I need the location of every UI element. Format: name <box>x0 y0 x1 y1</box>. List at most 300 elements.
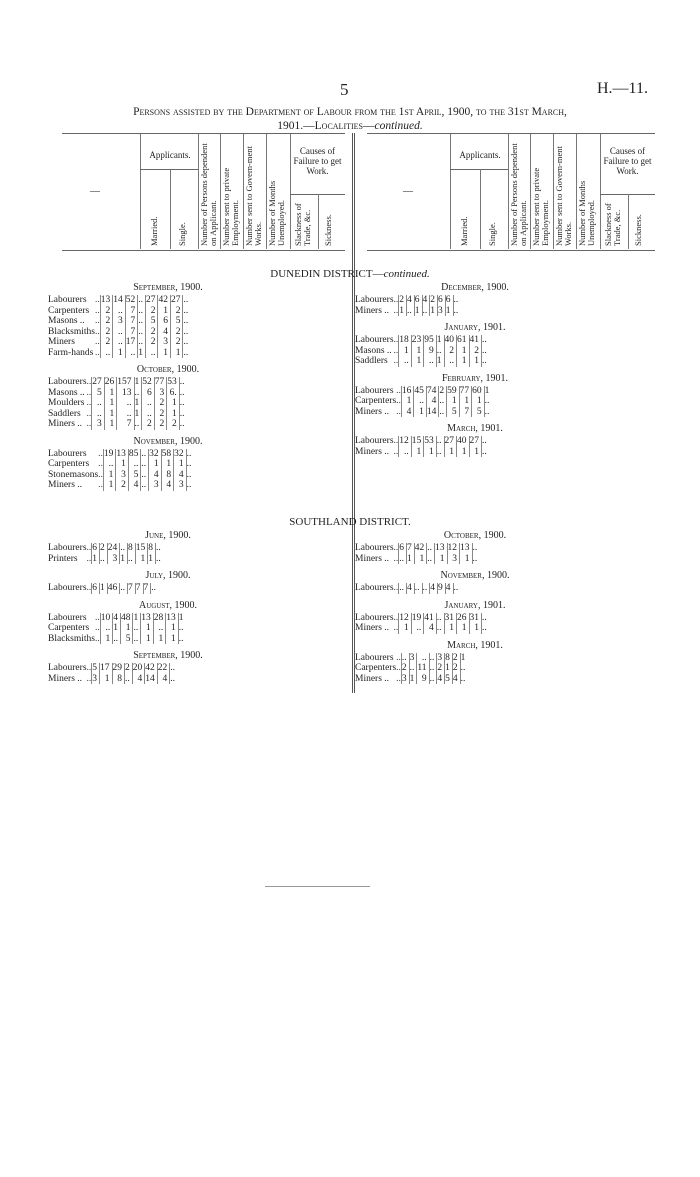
cell-value: 1 <box>409 674 417 685</box>
occupation-label: Miners .. <box>355 553 390 564</box>
cell-value: 2 <box>154 419 167 430</box>
header-left: — Applicants. Married. Single. Number of Persons dependent on Applicant. Number sent to private Employment. Number sent to Govern-ment Works. Number of Months Unemployed. Causes of Failure to get Work. Slackness of Trade, &c. Sickness. <box>0 134 350 249</box>
cell-value: 2 <box>444 346 457 357</box>
leader-dots: .. <box>86 419 92 429</box>
cell-value: 6 <box>399 543 407 554</box>
cell-value: 2 <box>452 653 460 664</box>
leader-dots: .. <box>86 543 92 553</box>
cell-value: 1 <box>166 623 179 634</box>
cell-value: 1 <box>104 398 117 409</box>
cell-value: .. <box>401 653 409 664</box>
occupation-label: Miners <box>48 337 75 347</box>
leader-dots: .. <box>393 583 399 593</box>
cell-value: 12 <box>399 436 412 447</box>
cell-value: 1 <box>436 335 444 346</box>
cell-value: .. <box>125 348 138 359</box>
cell-value: .. <box>120 543 128 554</box>
leader-dots: .. <box>94 316 100 326</box>
table-row <box>48 337 190 348</box>
cell-value: .. <box>444 356 457 367</box>
cell-value: 42 <box>158 295 171 306</box>
occupation-label: Labourers <box>48 295 87 305</box>
leader-dots: .. <box>94 295 100 305</box>
table-row <box>355 346 489 357</box>
cell-value: 1 <box>138 348 146 359</box>
leader-dots: .. <box>86 377 92 387</box>
month-heading: August, 1900. <box>138 599 198 611</box>
cell-value: .. <box>179 419 185 429</box>
cell-value: 1 <box>161 459 174 470</box>
cell-value: 1 <box>141 623 154 634</box>
cell-value: .. <box>151 583 157 593</box>
cell-value: 2 <box>145 337 158 348</box>
cell-value: 5 <box>472 407 485 418</box>
table-row <box>48 398 187 409</box>
cell-value: 1 <box>149 459 162 470</box>
cell-value: 3 <box>92 674 100 685</box>
occupation-label: Masons .. <box>48 387 85 398</box>
cell-value: .. <box>436 436 444 447</box>
cell-value: 1 <box>457 623 470 634</box>
cell-value: 26 <box>457 613 470 624</box>
cell-value: .. <box>92 398 105 409</box>
cell-value: 2 <box>100 543 108 554</box>
cell-value: 2 <box>142 419 155 430</box>
cell-value: 7 <box>407 543 415 554</box>
cell-value: 27 <box>145 295 158 306</box>
cell-value: 7 <box>125 327 138 338</box>
cell-value: 1 <box>399 306 407 317</box>
occupation-label: Labourers <box>48 448 87 459</box>
cell-value: 3 <box>154 388 167 399</box>
cell-value: .. <box>128 554 136 565</box>
cell-value: 1 <box>113 623 121 634</box>
occupation-label: Blacksmiths <box>48 633 95 644</box>
table-row <box>48 348 190 359</box>
cell-value: 1 <box>436 356 444 367</box>
cell-value: 26 <box>104 377 117 388</box>
cell-value: .. <box>183 305 189 316</box>
cell-value: 1 <box>445 663 453 674</box>
cell-value: 5 <box>92 663 100 674</box>
leader-dots: .. <box>86 663 92 673</box>
month-heading: October, 1900. <box>136 364 200 375</box>
cell-value: 1 <box>447 396 460 407</box>
cell-value: 16 <box>401 386 414 397</box>
cell-value: 1 <box>104 388 117 399</box>
month-table <box>48 449 193 491</box>
cell-value: 27 <box>444 436 457 447</box>
leader-dots: .. <box>98 469 103 480</box>
applicants-header: Applicants. <box>149 150 191 160</box>
cell-value: 1 <box>444 447 457 458</box>
occupation-label: Labourers <box>48 543 87 553</box>
month-heading: February, 1901. <box>441 372 509 384</box>
cell-value: .. <box>141 449 149 460</box>
cell-value: 7 <box>143 583 151 594</box>
cell-value: 2 <box>100 337 113 348</box>
cell-value: 28 <box>153 613 166 624</box>
cell-value: 22 <box>157 663 170 674</box>
cell-value: 2 <box>469 346 482 357</box>
table-row <box>48 623 185 634</box>
cell-value: 2 <box>100 306 113 317</box>
cell-value: .. <box>92 409 105 420</box>
cell-value: 6 <box>92 543 100 554</box>
cell-value: 3 <box>158 337 171 348</box>
southland-heading: SOUTHLAND DISTRICT. <box>289 516 411 528</box>
month-table <box>355 653 467 685</box>
table-row <box>48 480 193 491</box>
cell-value: 2 <box>154 409 167 420</box>
cell-value: 8 <box>148 543 156 554</box>
cell-value: 77 <box>154 377 167 388</box>
cell-value: .. <box>482 446 487 457</box>
occupation-label: Miners .. <box>355 673 390 684</box>
cell-value: 3 <box>116 470 129 481</box>
cell-value: .. <box>178 633 184 644</box>
cell-value: 1 <box>469 447 482 458</box>
cell-value: 4 <box>157 674 170 685</box>
cell-value: 1 <box>100 634 113 645</box>
leader-dots: .. <box>98 480 103 490</box>
cell-value: 1 <box>411 447 424 458</box>
cell-value: 45 <box>414 386 427 397</box>
cell-value: 4 <box>437 674 445 685</box>
month-heading: November, 1900. <box>440 570 510 581</box>
leader-dots: .. <box>94 305 100 316</box>
month-heading: January, 1901. <box>444 322 506 333</box>
cell-value: .. <box>134 419 142 430</box>
table-row <box>48 470 193 481</box>
leader-dots: .. <box>396 385 401 396</box>
leader-dots: .. <box>396 406 401 417</box>
occupation-label: Miners .. <box>48 673 83 684</box>
cell-value: 3 <box>174 480 187 491</box>
cell-value: .. <box>453 295 459 305</box>
cell-value: 4 <box>407 295 415 306</box>
table-row <box>355 306 460 317</box>
cell-value: 2 <box>430 295 438 306</box>
month-heading: September, 1900. <box>133 650 203 661</box>
cell-value: 5 <box>447 407 460 418</box>
cell-value: 4 <box>158 327 171 338</box>
cell-value: 6 <box>92 583 100 594</box>
cell-value: 1 <box>411 346 424 357</box>
cell-value: .. <box>186 480 192 490</box>
cell-value: 9 <box>417 674 429 685</box>
table-row <box>355 653 467 664</box>
cell-value: .. <box>183 316 189 326</box>
cell-value: .. <box>145 348 158 359</box>
cell-value: 6 <box>414 295 422 306</box>
cell-value: .. <box>183 347 189 358</box>
cell-value: .. <box>472 543 478 553</box>
cell-value: .. <box>482 612 487 623</box>
cell-value: 4 <box>430 583 438 594</box>
cell-value: .. <box>138 316 146 327</box>
cell-value: 53 <box>424 436 437 447</box>
cell-value: .. <box>472 553 478 564</box>
cell-value: 11 <box>417 663 429 674</box>
cell-value: .. <box>134 388 142 399</box>
cell-value: 3 <box>437 653 445 664</box>
cell-value: .. <box>399 447 412 458</box>
cell-value: .. <box>429 653 437 664</box>
cell-value: .. <box>138 295 146 306</box>
cell-value: 1 <box>457 447 470 458</box>
cell-value: 7 <box>125 316 138 327</box>
cell-value: .. <box>141 480 149 491</box>
cell-value: 2 <box>170 337 183 348</box>
cell-value: 14 <box>145 674 158 685</box>
cell-value: .. <box>156 553 161 564</box>
table-row <box>355 396 491 407</box>
leader-dots: .. <box>86 408 92 419</box>
cell-value: .. <box>407 306 415 317</box>
cell-value: 3 <box>401 674 409 685</box>
leader-dots: .. <box>396 663 401 673</box>
cell-value: .. <box>429 674 437 685</box>
cell-value: 2 <box>452 663 460 674</box>
cell-value: 1 <box>460 554 473 565</box>
cell-value: .. <box>138 306 146 317</box>
cell-value: 2 <box>167 419 180 430</box>
cell-value: 1 <box>472 396 485 407</box>
month-heading: September, 1900. <box>133 282 203 293</box>
cell-value: .. <box>141 459 149 470</box>
cell-value: 13 <box>460 543 473 554</box>
table-row <box>355 356 489 367</box>
footer-rule <box>265 886 370 887</box>
table-row <box>48 634 185 645</box>
leader-dots: .. <box>393 446 399 457</box>
leader-dots: .. <box>393 345 399 356</box>
table-row <box>355 436 489 447</box>
occupation-label: Saddlers <box>355 356 388 366</box>
cell-value: .. <box>170 663 176 673</box>
occupation-label: Miners .. <box>48 480 83 490</box>
cell-value: 3 <box>113 316 126 327</box>
cell-value: 2 <box>100 327 113 338</box>
cell-value: 32 <box>174 449 187 460</box>
month-heading: July, 1900. <box>145 570 191 581</box>
leader-dots: .. <box>86 583 92 593</box>
cell-value: 6 <box>445 295 453 306</box>
occupation-label: Miners .. <box>355 446 390 457</box>
cell-value: .. <box>142 398 155 409</box>
occupation-label: Carpenters <box>355 396 397 406</box>
table-row <box>355 613 489 624</box>
cell-value: 4 <box>132 674 145 685</box>
cell-value: .. <box>142 409 155 420</box>
cell-value: .. <box>482 345 487 356</box>
cell-value: 32 <box>149 449 162 460</box>
cell-value: 59 <box>447 386 460 397</box>
occupation-label: Carpenters <box>48 623 90 633</box>
cell-value: 5 <box>128 470 141 481</box>
occupation-label: Masons .. <box>355 345 392 356</box>
cell-value: 24 <box>107 543 120 554</box>
occupation-label: Miners .. <box>48 419 83 429</box>
leader-dots: .. <box>86 673 92 684</box>
cell-value: 1 <box>148 554 156 565</box>
cell-value: .. <box>156 543 161 553</box>
cell-value: 61 <box>457 335 470 346</box>
cell-value: 19 <box>103 449 116 460</box>
cell-value: .. <box>186 459 192 469</box>
cell-value: 40 <box>444 335 457 346</box>
cell-value: 1 <box>120 623 133 634</box>
cell-value: 41 <box>424 613 437 624</box>
month-table <box>355 295 460 316</box>
cell-value: 13 <box>166 613 179 624</box>
month-heading: March, 1901. <box>447 423 503 434</box>
cell-value: 3 <box>107 554 120 565</box>
cell-value: 2 <box>437 663 445 674</box>
cell-value: 60 <box>472 386 485 397</box>
cell-value: .. <box>179 408 185 419</box>
cell-value: 42 <box>145 663 158 674</box>
occupation-label: Printers <box>48 553 78 564</box>
cell-value: 7 <box>135 583 143 594</box>
cell-value: 40 <box>457 436 470 447</box>
cell-value: 19 <box>411 613 424 624</box>
cell-value: .. <box>113 634 121 645</box>
table-row <box>48 327 190 338</box>
month-table <box>355 436 489 457</box>
occupation-label: Carpenters <box>48 459 90 469</box>
cell-value: 3 <box>438 306 446 317</box>
cell-value: 1 <box>134 398 142 409</box>
cell-value: .. <box>113 327 126 338</box>
leader-dots: .. <box>94 633 100 644</box>
cell-value: 4 <box>161 480 174 491</box>
leader-dots: .. <box>94 347 100 358</box>
cell-value: 14 <box>426 407 439 418</box>
cell-value: .. <box>113 306 126 317</box>
cell-value: 1 <box>103 470 116 481</box>
occupation-label: Labourers <box>48 583 87 593</box>
cell-value: 1 <box>178 612 184 623</box>
table-row <box>48 613 185 624</box>
cell-value: .. <box>460 663 466 673</box>
leader-dots: .. <box>94 623 100 633</box>
occupation-label: Labourers <box>355 612 394 623</box>
cell-value: 2 <box>401 663 409 674</box>
occupation-label: Miners .. <box>355 305 390 316</box>
cell-value: 1 <box>414 554 427 565</box>
cell-value: 1 <box>92 554 100 565</box>
cell-value: 2 <box>125 663 133 674</box>
cell-value: 1 <box>399 346 412 357</box>
cell-value: .. <box>113 337 126 348</box>
cell-value: 13 <box>141 613 154 624</box>
cell-value: .. <box>482 356 487 366</box>
occupation-label: Carpenters <box>48 305 90 316</box>
cell-value: 2 <box>145 327 158 338</box>
occupation-label: Labourers <box>355 583 394 593</box>
occupation-label: Labourers <box>48 663 87 673</box>
leader-dots: .. <box>396 652 401 663</box>
cell-value: 9 <box>438 583 446 594</box>
cell-value: 1 <box>167 398 180 409</box>
cell-value: 13 <box>117 388 134 399</box>
title-line-1: Persons assisted by the Department of Labour from the 1st April, 1900, to the 31st March, <box>133 106 567 118</box>
cell-value: 1 <box>469 356 482 367</box>
cell-value: 1 <box>457 346 470 357</box>
cell-value: .. <box>436 447 444 458</box>
cell-value: .. <box>439 407 447 418</box>
cell-value: .. <box>103 459 116 470</box>
cell-value: 4 <box>401 407 414 418</box>
cell-value: .. <box>453 305 459 316</box>
cell-value: 42 <box>414 543 427 554</box>
month-heading: October, 1900. <box>443 530 507 541</box>
table-row <box>355 623 489 634</box>
occupation-label: Blacksmiths <box>48 326 95 337</box>
table-row <box>355 335 489 346</box>
cell-value: 95 <box>424 335 437 346</box>
cell-value: 3 <box>447 554 460 565</box>
table-row <box>355 674 467 685</box>
cell-value: 4 <box>424 623 437 634</box>
occupation-label: Labourers <box>355 295 394 305</box>
cell-value: 7 <box>128 583 136 594</box>
cell-value: 5 <box>92 388 105 399</box>
cell-value: 1 <box>133 613 141 624</box>
cell-value: 4 <box>113 613 121 624</box>
cell-value: .. <box>427 554 435 565</box>
month-table <box>355 613 489 634</box>
leader-dots: .. <box>94 337 100 347</box>
cell-value: .. <box>133 623 141 634</box>
cell-value: 6. <box>167 388 180 399</box>
cell-value: 74 <box>426 386 439 397</box>
cell-value: 1 <box>414 306 422 317</box>
cell-value: 31 <box>444 613 457 624</box>
cell-value: 8 <box>161 470 174 481</box>
table-row <box>355 543 479 554</box>
month-table <box>48 583 158 594</box>
cell-value: 8 <box>128 543 136 554</box>
cell-value: .. <box>133 634 141 645</box>
cell-value: .. <box>183 326 189 337</box>
cell-value: 1 <box>104 419 117 430</box>
cell-value: 29 <box>112 663 125 674</box>
page-title <box>40 105 660 133</box>
cell-value: 2 <box>154 398 167 409</box>
cell-value: .. <box>183 295 189 305</box>
cell-value: 27 <box>170 295 183 306</box>
occupation-label: Farm-hands <box>48 347 94 358</box>
cell-value: 1 <box>401 396 414 407</box>
occupation-label: Labourers <box>355 543 394 553</box>
cell-value: 1 <box>167 409 180 420</box>
page-code: H.—11. <box>597 80 648 97</box>
occupation-label: Saddlers <box>48 408 81 419</box>
cell-value: 5 <box>120 634 133 645</box>
cell-value: .. <box>128 459 141 470</box>
cell-value: 12 <box>399 613 412 624</box>
cell-value: 1 <box>141 634 154 645</box>
cell-value: 1 <box>484 385 490 396</box>
cell-value: 157 <box>117 377 134 388</box>
occupation-label: Labourers <box>48 612 87 623</box>
month-table <box>355 583 460 594</box>
leader-dots: .. <box>393 356 399 366</box>
cell-value: 6 <box>438 295 446 306</box>
